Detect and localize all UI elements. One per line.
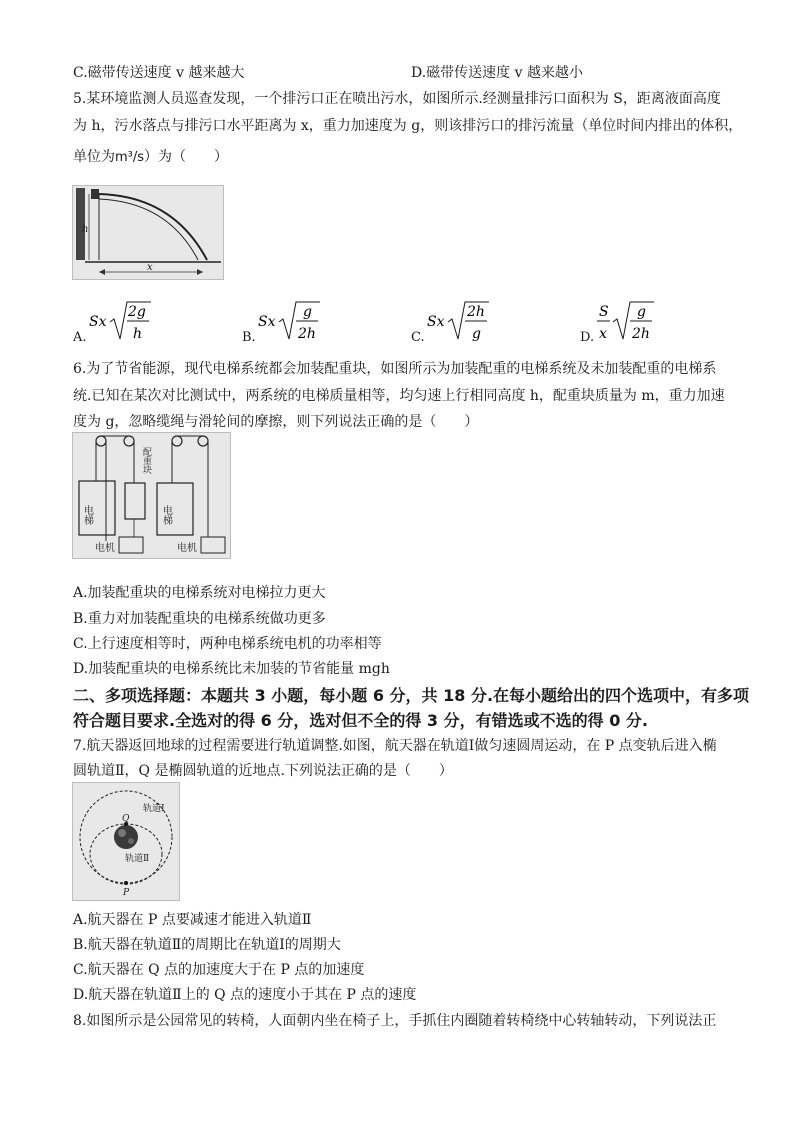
q7-orbit-figure [72,782,180,901]
q5-option-a [73,300,193,346]
q7-label-p: P [123,888,130,898]
q7-option-b: B.航天器在轨道Ⅱ的周期比在轨道Ⅰ的周期大 [73,937,341,953]
q5-option-a-label: A. [73,330,87,345]
q7-option-d: D.航天器在轨道Ⅱ上的 Q 点的速度小于其在 P 点的速度 [73,987,417,1003]
q5-option-c [411,300,531,346]
q4-option-c: C.磁带传送速度 v 越来越大 [73,65,245,81]
q6-label-elevator-1: 电梯 [81,505,93,525]
q5-c-coef: Sx [427,314,445,330]
q7-option-c: C.航天器在 Q 点的加速度大于在 P 点的加速度 [73,962,365,978]
q5-outlet-diagram [73,186,223,279]
q6-elevator-figure [72,432,231,559]
q5-stem-suffix: ）为（ ） [144,149,229,165]
q6-label-elevator-2: 电梯 [160,505,172,525]
q5-a-coef: Sx [89,314,107,330]
q7-orbit-diagram [73,783,179,900]
q5-a-den: h [133,326,143,342]
section2-header-line2: 符合题目要求.全选对的得 6 分，选对但不全的得 3 分，有错选或不选的得 0 分. [73,711,648,730]
q6-option-c: C.上行速度相等时，两种电梯系统电机的功率相等 [73,636,382,652]
q4-option-d: D.磁带传送速度 v 越来越小 [411,65,583,81]
q5-option-d-label: D. [580,330,595,345]
q6-stem-line1: 6.为了节省能源，现代电梯系统都会加装配重块，如图所示为加装配重的电梯系统及未加装配重的电梯系 [73,361,717,377]
q5-option-a-formula [87,300,187,346]
q5-stem-line3 [73,150,228,164]
q5-unit-prefix: 单位为 [73,149,115,165]
q5-option-c-formula [425,300,525,346]
q5-b-coef: Sx [258,314,276,330]
q7-stem-line2: 圆轨道Ⅱ，Q 是椭圆轨道的近地点.下列说法正确的是（ ） [73,763,453,779]
q5-label-h: h [82,224,89,235]
q6-label-motor-2: 电机 [177,543,197,554]
q5-a-num: 2g [128,304,146,320]
q5-stem-line1: 5.某环境监测人员巡查发现，一个排污口正在喷出污水，如图所示.经测量排污口面积为 S，距离液面高度 [73,91,721,107]
q6-elevator-diagram [73,433,230,558]
q5-option-b-formula [256,300,356,346]
q5-stem-line2: 为 h，污水落点与排污口水平距离为 x，重力加速度为 g，则该排污口的排污流量（单位时间内排出的体积， [73,118,743,134]
q5-option-b-label: B. [242,330,256,345]
q5-d-coef-num: S [599,304,609,320]
q6-label-motor-1: 电机 [95,543,115,554]
q6-option-d: D.加装配重块的电梯系统比未加装的节省能量 mgh [73,661,390,677]
q8-stem-line1: 8.如图所示是公园常见的转椅，人面朝内坐在椅子上，手抓住内圈随着转椅绕中心转轴转动，下列说法正 [73,1013,717,1029]
q5-d-coef-den: x [599,326,607,342]
q5-b-den: 2h [298,326,316,342]
q5-option-d-formula [594,300,694,346]
q5-unit: m³/s [115,150,145,165]
q6-stem-line3: 度为 g，忽略缆绳与滑轮间的摩擦，则下列说法正确的是（ ） [73,414,479,430]
q5-d-num: g [637,304,646,320]
q7-label-q: Q [122,814,130,824]
q7-stem-line1: 7.航天器返回地球的过程需要进行轨道调整.如图，航天器在轨道Ⅰ做匀速圆周运动，在 P 点变轨后进入椭 [73,738,717,754]
q5-b-num: g [303,304,312,320]
q6-label-counterweight: 配重块 [141,447,151,474]
q5-outlet-figure [72,185,224,280]
q5-option-b [242,300,362,346]
q5-d-den: 2h [632,326,650,342]
q6-option-a: A.加装配重块的电梯系统对电梯拉力更大 [73,585,326,601]
q5-option-c-label: C. [411,330,425,345]
q6-stem-line2: 统.已知在某次对比测试中，两系统的电梯质量相等，均匀速上行相同高度 h，配重块质量为 m，重力加速 [73,388,725,404]
q7-option-a: A.航天器在 P 点要减速才能进入轨道Ⅱ [73,912,312,928]
q7-label-orbit-1: 轨道Ⅰ [143,804,165,814]
q5-label-x: x [147,262,153,273]
q5-c-den: g [472,326,481,342]
q5-option-d [580,300,700,346]
section2-header-line1: 二、多项选择题：本题共 3 小题，每小题 6 分，共 18 分.在每小题给出的四个选项中，有多项 [73,686,750,705]
q5-c-num: 2h [467,304,485,320]
q7-label-orbit-2: 轨道Ⅱ [125,854,150,864]
q6-option-b: B.重力对加装配重块的电梯系统做功更多 [73,611,326,627]
